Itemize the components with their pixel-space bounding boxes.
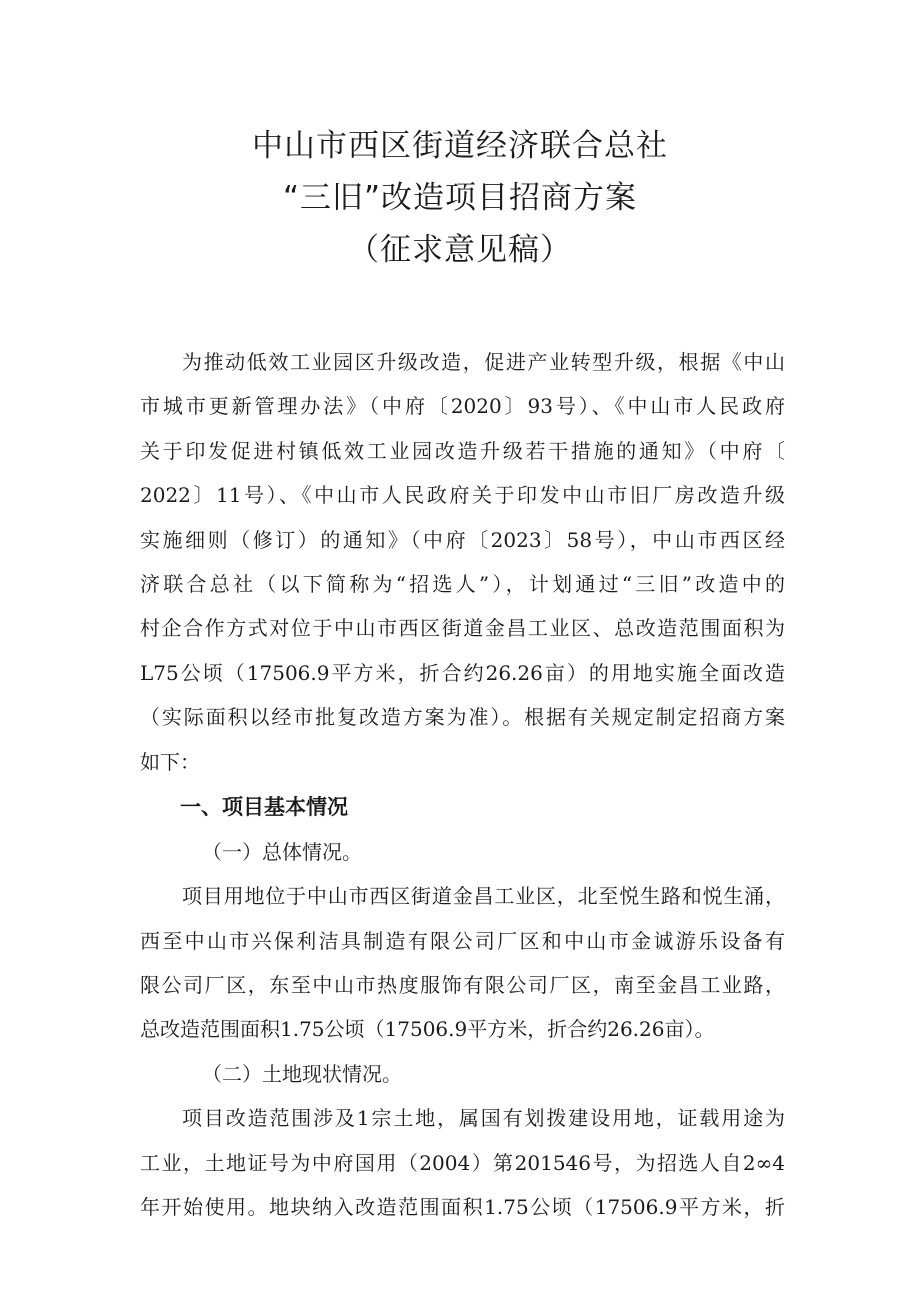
paragraph-line: 村企合作方式对位于中山市西区街道金昌工业区、总改造范围面积为 — [140, 616, 785, 641]
document-body — [140, 340, 785, 1229]
title-line-3: （征求意见稿） — [348, 232, 572, 268]
title-line-1: 中山市西区街道经济联合总社 — [252, 128, 668, 164]
section-heading: 一、项目基本情况 — [180, 794, 348, 819]
subsection-label: （二）土地现状情况。 — [202, 1061, 402, 1086]
paragraph-line: 为推动低效工业园区升级改造，促进产业转型升级，根据《中山 — [182, 350, 785, 374]
paragraph-line: 市城市更新管理办法》（中府〔2020〕93号）、《中山市人民政府 — [140, 394, 785, 419]
paragraph-line: 2022〕11号）、《中山市人民政府关于印发中山市旧厂房改造升级 — [140, 483, 785, 508]
title-line-2: “三旧”改造项目招商方案 — [282, 180, 638, 216]
paragraph-line: 项目改造范围涉及1宗土地，属国有划拨建设用地，证载用途为 — [182, 1106, 785, 1131]
paragraph-line: 西至中山市兴保利洁具制造有限公司厂区和中山市金诚游乐设备有 — [140, 928, 785, 953]
paragraph-line: 总改造范围面积1.75公顷（17506.9平方米，折合约26.26亩）。 — [140, 1017, 715, 1042]
paragraph-line: 工业，土地证号为中府国用（2004）第201546号，为招选人自2∞4 — [140, 1150, 785, 1175]
overview-paragraph — [140, 874, 785, 1052]
paragraph-line: 关于印发促进村镇低效工业园改造升级若干措施的通知》（中府〔 — [140, 438, 785, 463]
paragraph-line: 年开始使用。地块纳入改造范围面积1.75公顷（17506.9平方米，折 — [140, 1195, 785, 1220]
document-title — [0, 120, 920, 276]
paragraph-line: 如下： — [140, 749, 200, 774]
paragraph-line: 实施细则（修订）的通知》（中府〔2023〕58号），中山市西区经 — [140, 527, 785, 552]
paragraph-line: 济联合总社（以下简称为“招选人”），计划通过“三旧”改造中的 — [140, 571, 785, 596]
intro-paragraph — [140, 340, 785, 784]
paragraph-line: （实际面积以经市批复改造方案为准）。根据有关规定制定招商方案 — [140, 705, 785, 730]
paragraph-line: L75公顷（17506.9平方米，折合约26.26亩）的用地实施全面改造 — [140, 660, 785, 685]
paragraph-line: 限公司厂区，东至中山市热度服饰有限公司厂区，南至金昌工业路， — [140, 973, 785, 998]
subsection-label: （一）总体情况。 — [202, 839, 362, 864]
paragraph-line: 项目用地位于中山市西区街道金昌工业区，北至悦生路和悦生涌， — [182, 884, 785, 909]
land-status-paragraph — [140, 1096, 785, 1229]
